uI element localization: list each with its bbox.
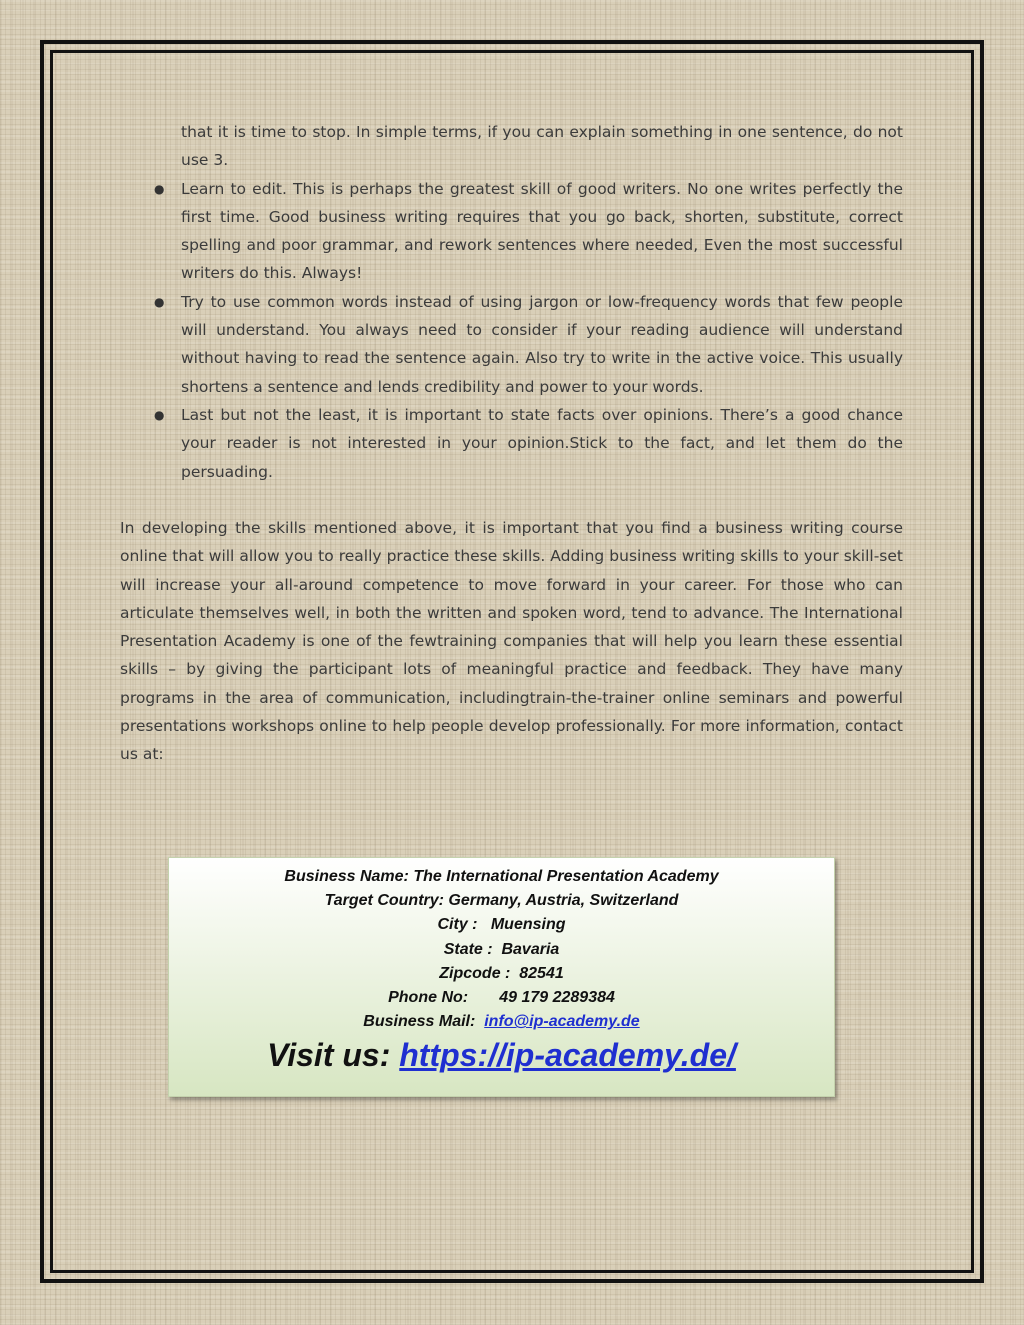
business-mail-link[interactable]: info@ip-academy.de bbox=[484, 1013, 640, 1031]
zipcode: Zipcode : 82541 bbox=[439, 964, 564, 982]
state: State : Bavaria bbox=[443, 940, 560, 958]
bullet-icon: ● bbox=[154, 294, 165, 309]
business-mail-row bbox=[169, 1010, 834, 1034]
tips-list bbox=[120, 118, 903, 486]
target-country: Target Country: Germany, Austria, Switzerland bbox=[324, 892, 679, 910]
list-item bbox=[120, 288, 903, 401]
list-item-text: Try to use common words instead of using jargon or low-frequency words that few people will understand. You always need to consider if your reading audience will understand without having to read the sentence again. Also try to write in the active voice. This usually shortens a sentence and lends credibility and power to your words. bbox=[181, 292, 903, 396]
bullet-icon: ● bbox=[154, 181, 165, 196]
body-paragraph: In developing the skills mentioned above, it is important that you find a business writing course online that will allow you to really practice these skills. Adding business writing skills to your skill-set will increase your all-around competence to move forward in your career. For those who can articulate themselves well, in both the written and spoken word, tend to advance. The International Presentation Academy is one of the fewtraining companies that will help you learn these essential skills – by giving the participant lots of meaningful practice and feedback. They have many programs in the area of communication, includingtrain-the-trainer online seminars and powerful presentations workshops online to help people develop professionally. For more information, contact us at: bbox=[120, 519, 903, 764]
list-item-text: Learn to edit. This is perhaps the greatest skill of good writers. No one writes perfectly the first time. Good business writing requires that you go back, shorten, substitute, correct spelling and poor grammar, and rework sentences where needed, Even the most successful writers do this. Always! bbox=[181, 179, 903, 283]
business-name: Business Name: The International Presentation Academy bbox=[284, 868, 719, 885]
list-item bbox=[120, 175, 903, 288]
list-item bbox=[120, 118, 903, 175]
business-mail-label: Business Mail: bbox=[363, 1013, 485, 1031]
contact-info-box bbox=[168, 857, 835, 1097]
bullet-icon: ● bbox=[154, 407, 165, 422]
list-item-text: that it is time to stop. In simple terms, if you can explain something in one sentence, do not use 3. bbox=[181, 123, 903, 170]
city: City : Muensing bbox=[437, 916, 566, 934]
list-item bbox=[120, 401, 903, 486]
phone-number: Phone No: 49 179 2289384 bbox=[388, 989, 615, 1007]
website-link[interactable]: https://ip-academy.de/ bbox=[399, 1037, 736, 1074]
visit-us-row bbox=[169, 1034, 834, 1076]
list-item-text: Last but not the least, it is important to state facts over opinions. There’s a good chance your reader is not interested in your opinion.Stick to the fact, and let them do the persuading. bbox=[181, 405, 903, 481]
visit-us-label: Visit us: bbox=[267, 1037, 400, 1074]
